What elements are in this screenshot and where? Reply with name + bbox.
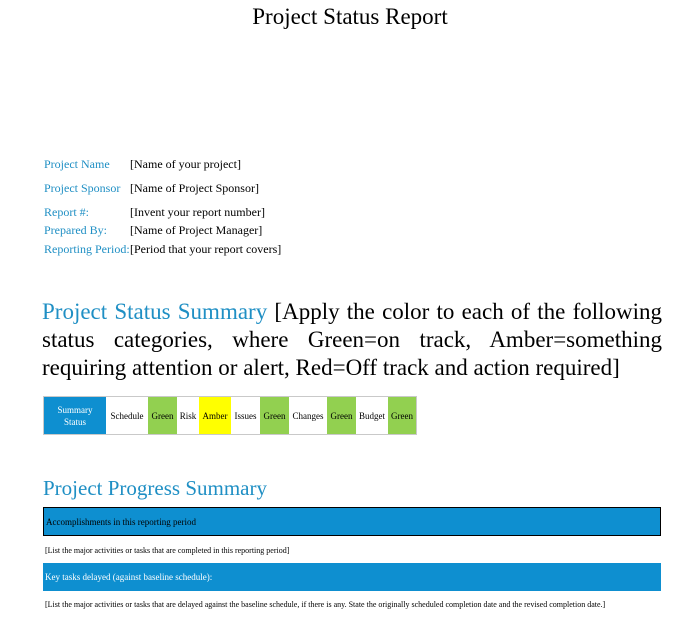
status-value-schedule: Green — [148, 397, 177, 434]
status-value-changes: Green — [327, 397, 356, 434]
info-label: Report #: — [44, 205, 89, 219]
info-row-project-sponsor — [44, 181, 259, 196]
info-label: Prepared By: — [44, 223, 107, 237]
status-header-line2: Status — [63, 416, 86, 427]
status-table-header — [44, 397, 106, 434]
info-value: [Name of your project] — [130, 157, 241, 171]
status-summary-heading — [42, 298, 662, 382]
status-category-changes: Changes — [289, 397, 327, 434]
accomplishments-bar: Accomplishments in this reporting period — [43, 507, 661, 536]
status-category-schedule: Schedule — [106, 397, 148, 434]
status-category-risk: Risk — [177, 397, 199, 434]
accomplishments-note: [List the major activities or tasks that are completed in this reporting period] — [45, 546, 290, 555]
report-title: Project Status Report — [252, 4, 448, 29]
info-value: [Period that your report covers] — [130, 242, 282, 256]
info-label: Project Sponsor — [44, 181, 121, 195]
info-value: [Name of Project Manager] — [130, 223, 263, 237]
info-value: [Name of Project Sponsor] — [130, 181, 259, 195]
delayed-tasks-bar: Key tasks delayed (against baseline schedule): — [43, 563, 661, 591]
status-summary-title: Project Status Summary — [42, 299, 268, 324]
progress-summary-heading: Project Progress Summary — [43, 476, 267, 500]
info-row-prepared-by — [44, 223, 263, 238]
status-value-budget: Green — [388, 397, 416, 434]
status-summary-table — [43, 396, 417, 435]
status-value-risk: Amber — [199, 397, 231, 434]
info-value: [Invent your report number] — [130, 205, 265, 219]
info-row-reporting-period — [44, 242, 282, 257]
delayed-tasks-note: [List the major activities or tasks that are delayed against the baseline schedule, if there is any. State the originally scheduled completion date and the revised completion date.] — [45, 600, 606, 609]
status-summary-instruction: [Apply the color to each of the following status categories, where Green=on track, Amber=something requiring attention or alert, Red=Off track and action required] — [42, 299, 663, 380]
status-value-issues: Green — [260, 397, 289, 434]
info-row-project-name — [44, 157, 241, 172]
info-label: Project Name — [44, 157, 110, 171]
info-row-report-number — [44, 205, 265, 220]
status-header-line1: Summary — [57, 404, 93, 415]
status-category-issues: Issues — [231, 397, 260, 434]
status-category-budget: Budget — [356, 397, 388, 434]
info-label: Reporting Period: — [44, 242, 130, 256]
